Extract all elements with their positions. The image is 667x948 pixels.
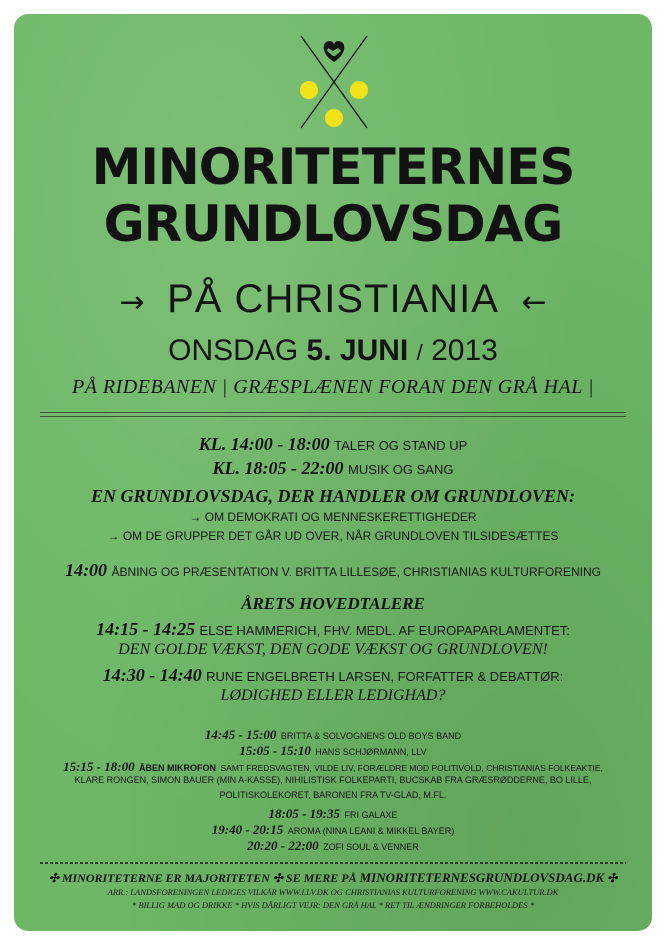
footer-url[interactable]: MINORITETERNESGRUNDLOVSDAG.DK [359, 870, 605, 885]
poster [14, 14, 652, 931]
footer-slogan [14, 870, 652, 886]
speaker-row-1 [14, 619, 652, 640]
speaker-row-2 [14, 665, 652, 686]
program-highlight: ÅBEN MIKROFON [139, 763, 217, 773]
program-row [14, 837, 652, 855]
footer-credits: ARR.: LANDSFORENINGEN LEDIGES VILKÅR WWW.LLV.DK OG CHRISTIANIAS KULTURFORENING WWW.CAKULTUR.DK [107, 887, 559, 897]
opening-row [14, 560, 652, 581]
title-line-1: MINORITETERNES [91, 138, 575, 196]
speaker-time: 14:15 - 14:25 [96, 619, 196, 639]
opening-time: 14:00 [65, 560, 108, 580]
arrow-right-icon: → [119, 285, 145, 320]
speaker-time: 14:30 - 14:40 [102, 665, 202, 685]
program-desc-cont-1: KLARE RONGEN, SIMON BAUER (MIN A-KASSE), NIHILISTISK FOLKEPARTI, BUCSKAB FRA GRÆSRØDDERNE, BO LILLE, [74, 775, 592, 785]
opening-desc: ÅBNING OG PRÆSENTATION V. BRITTA LILLESØE, CHRISTIANIAS KULTURFORENING [111, 565, 601, 579]
date-weekday: ONSDAG [168, 334, 299, 367]
divider-top-2 [40, 416, 626, 417]
footer-notes: * BILLIG MAD OG DRIKKE * HVIS DÅRLIGT VEJR: DEN GRÅ HAL * RET TIL ÆNDRINGER FORBEHOLDES * [132, 900, 534, 910]
program-desc: SAMT FREDSVAGTEN, VILDE LIV, FORÆLDRE MOD POLITIVOLD, CHRISTIANIAS FOLKEAKTIE, [220, 763, 603, 773]
program-row [14, 758, 652, 776]
title-line-2: GRUNDLOVSDAG [103, 195, 563, 253]
program-time: 15:05 - 15:10 [239, 743, 311, 758]
footer-slogan-text: ✣ MINORITETERNE ER MAJORITETEN ✣ SE MERE PÅ [48, 871, 357, 885]
arrow-left-icon: ← [521, 285, 547, 320]
footer-slogan-end: ✣ [607, 871, 618, 885]
date-day: 5. JUNI [306, 334, 409, 367]
program-desc: AROMA (NINA LEANI & MIKKEL BAYER) [287, 826, 455, 836]
speaker-desc: RUNE ENGELBRETH LARSEN, FORFATTER & DEBATTØR: [206, 669, 564, 684]
program-time: 14:45 - 15:00 [204, 727, 277, 742]
divider-bottom [40, 862, 626, 864]
time-desc: MUSIK OG SANG [347, 462, 454, 477]
time-label: KL. 18:05 - 22:00 [212, 458, 344, 478]
speaker-topic-2: LØDIGHED ELLER LEDIGHAD? [220, 687, 446, 704]
venue: PÅ RIDEBANEN | GRÆSPLÆNEN FORAN DEN GRÅ HAL | [72, 376, 594, 398]
subtitle [14, 276, 652, 322]
date-year: 2013 [431, 334, 498, 367]
program-desc: BRITTA & SOLVOGNENS OLD BOYS BAND [280, 731, 462, 741]
program-desc: ZOFI SOUL & VENNER [323, 842, 419, 852]
date-separator: / [416, 340, 423, 365]
time-row-2 [14, 458, 652, 479]
program-desc: FRI GALAXE [344, 810, 398, 820]
time-row-1 [14, 434, 652, 455]
speaker-desc: ELSE HAMMERICH, FHV. MEDL. AF EUROPAPARLAMENTET: [199, 623, 570, 638]
event-date [14, 334, 652, 370]
time-desc: TALER OG STAND UP [334, 438, 468, 453]
time-label: KL. 14:00 - 18:00 [198, 434, 330, 454]
subtitle-text: PÅ CHRISTIANIA [167, 277, 499, 321]
speaker-topic-1: DEN GOLDE VÆKST, DEN GODE VÆKST OG GRUNDLOVEN! [118, 641, 548, 658]
program-time: 19:40 - 20:15 [211, 822, 284, 837]
theme-point-2: → OM DE GRUPPER DET GÅR UD OVER, NÅR GRUNDLOVEN TILSIDESÆTTES [107, 529, 559, 543]
program-time: 15:15 - 18:00 [63, 759, 135, 774]
emblem-handshake-heart-icon [297, 32, 371, 132]
theme-point-1: → OM DEMOKRATI OG MENNESKERETTIGHEDER [189, 510, 477, 524]
speakers-heading: ÅRETS HOVEDTALERE [241, 594, 425, 613]
program-desc: HANS SCHJØRMANN, LLV [315, 747, 427, 757]
theme-heading: EN GRUNDLOVSDAG, DER HANDLER OM GRUNDLOVEN: [90, 486, 576, 506]
program-desc-cont-2: POLITISKOLEKORET, BARONEN FRA TV-GLAD, M.FL. [219, 790, 447, 800]
program-time: 18:05 - 19:35 [268, 806, 341, 821]
program-time: 20:20 - 22:00 [247, 838, 319, 853]
divider-top [40, 412, 626, 413]
